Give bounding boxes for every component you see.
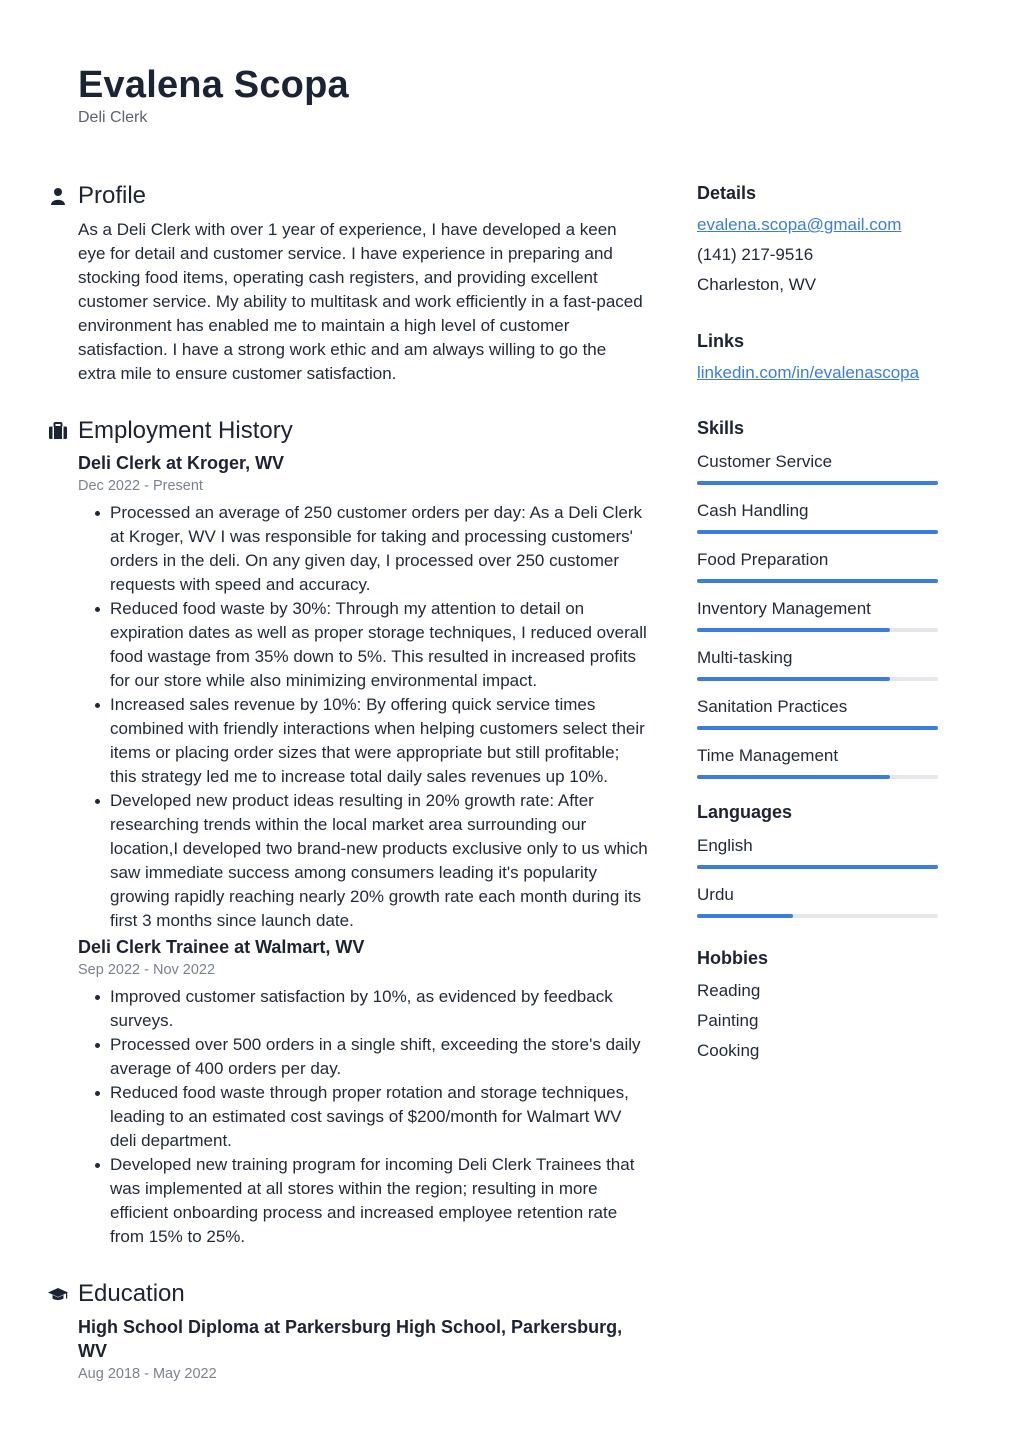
- languages-section: [697, 799, 942, 918]
- language-bar: [697, 914, 938, 918]
- skill-bar-fill: [697, 481, 938, 485]
- graduation-cap-icon: [48, 1285, 68, 1303]
- skill-bar-fill: [697, 726, 938, 730]
- email-link[interactable]: evalena.scopa@gmail.com: [697, 215, 902, 234]
- skill-bar-fill: [697, 579, 938, 583]
- candidate-title: Deli Clerk: [78, 109, 148, 126]
- job-bullet: Developed new product ideas resulting in 20% growth rate: After researching trends within the local market area surrounding our location,I developed two brand-new products exclusive only to us which saw immediate success among consumers leading it's popularity growing rapidly reaching nearly 20% growth rate each month during its first 3 months since launch date.: [110, 789, 648, 933]
- skill-bar: [697, 726, 938, 730]
- job-bullet: Reduced food waste by 30%: Through my attention to detail on expiration dates as well as proper storage techniques, I reduced overall food wastage from 35% down to 5%. This resulted in increased profits for our store while also minimizing environmental impact.: [110, 597, 648, 693]
- job-title: Deli Clerk at Kroger, WV: [78, 453, 285, 473]
- sidebar-column: [697, 180, 942, 1066]
- skills-heading: Skills: [697, 418, 745, 438]
- skill-item: [697, 646, 942, 681]
- job-bullet: Reduced food waste through proper rotation and storage techniques, leading to an estimated cost savings of $200/month for Walmart WV deli department.: [110, 1081, 648, 1153]
- skill-bar-fill: [697, 530, 938, 534]
- main-column: [48, 180, 648, 1389]
- skill-bar-fill: [697, 775, 890, 779]
- job-bullet: Increased sales revenue by 10%: By offering quick service times combined with friendly interactions when helping customers select their items or placing order sizes that were appropriate but still profitable; this strategy led me to increase total daily sales revenues up 10%.: [110, 693, 648, 789]
- language-bar: [697, 865, 938, 869]
- skill-label: Food Preparation: [697, 550, 829, 569]
- profile-heading-label: Profile: [78, 182, 147, 209]
- education-heading-label: Education: [78, 1280, 185, 1307]
- language-bar-fill: [697, 914, 793, 918]
- person-icon: [48, 187, 68, 205]
- job-bullet: Improved customer satisfaction by 10%, as evidenced by feedback surveys.: [110, 985, 648, 1033]
- language-item: [697, 834, 942, 869]
- briefcase-icon: [48, 422, 68, 440]
- skill-bar: [697, 579, 938, 583]
- hobbies-heading: Hobbies: [697, 948, 769, 968]
- skill-bar: [697, 775, 938, 779]
- language-bar-fill: [697, 865, 938, 869]
- job-bullet: Processed an average of 250 customer orders per day: As a Deli Clerk at Kroger, WV I was responsible for taking and processing customers' orders in the deli. On any given day, I processed over 250 customer requests with speed and accuracy.: [110, 501, 648, 597]
- profile-heading: [48, 180, 648, 212]
- skill-bar: [697, 530, 938, 534]
- skill-item: [697, 597, 942, 632]
- candidate-name: Evalena Scopa: [78, 64, 349, 106]
- skill-label: Customer Service: [697, 452, 833, 471]
- skills-section: [697, 415, 942, 779]
- skill-item: [697, 450, 942, 485]
- education-heading: [48, 1278, 648, 1310]
- skill-item: [697, 744, 942, 779]
- skill-label: Cash Handling: [697, 501, 809, 520]
- skill-label: Time Management: [697, 746, 839, 765]
- resume-header: [78, 62, 349, 128]
- details-section: [697, 180, 942, 300]
- employment-heading-label: Employment History: [78, 417, 293, 444]
- skill-item: [697, 548, 942, 583]
- job-entry: [48, 451, 648, 933]
- location: Charleston, WV: [697, 275, 817, 294]
- employment-section: [48, 415, 648, 1249]
- links-heading: Links: [697, 331, 745, 351]
- hobby-item: Cooking: [697, 1041, 760, 1060]
- profile-section: [48, 180, 648, 386]
- skill-label: Sanitation Practices: [697, 697, 848, 716]
- language-item: [697, 883, 942, 918]
- job-title: Deli Clerk Trainee at Walmart, WV: [78, 937, 365, 957]
- job-bullets: [110, 501, 648, 933]
- skill-bar: [697, 481, 938, 485]
- hobbies-section: [697, 945, 942, 1066]
- links-section: [697, 328, 942, 388]
- skill-item: [697, 695, 942, 730]
- languages-heading: Languages: [697, 802, 793, 822]
- skill-item: [697, 499, 942, 534]
- skill-bar-fill: [697, 628, 890, 632]
- skill-bar: [697, 628, 938, 632]
- education-section: [48, 1278, 648, 1385]
- hobby-item: Reading: [697, 981, 761, 1000]
- skill-bar: [697, 677, 938, 681]
- language-label: Urdu: [697, 885, 734, 904]
- hobby-item: Painting: [697, 1011, 759, 1030]
- details-heading: Details: [697, 183, 757, 203]
- linkedin-link[interactable]: linkedin.com/in/evalenascopa: [697, 363, 920, 382]
- education-entry: [48, 1315, 648, 1385]
- language-label: English: [697, 836, 753, 855]
- job-dates: Sep 2022 - Nov 2022: [78, 962, 216, 978]
- job-bullet: Processed over 500 orders in a single shift, exceeding the store's daily average of 400 orders per day.: [110, 1033, 648, 1081]
- job-bullets: [110, 985, 648, 1249]
- education-title: High School Diploma at Parkersburg High School, Parkersburg, WV: [78, 1317, 623, 1361]
- profile-text: As a Deli Clerk with over 1 year of experience, I have developed a keen eye for detail and customer service. I have experience in preparing and stocking food items, operating cash registers, and providing excellent customer service. My ability to multitask and work efficiently in a fast-paced environment has enabled me to maintain a high level of customer satisfaction. I have a strong work ethic and am always willing to go the extra mile to ensure customer satisfaction.: [78, 220, 643, 383]
- skill-label: Inventory Management: [697, 599, 871, 618]
- education-dates: Aug 2018 - May 2022: [78, 1366, 217, 1382]
- job-bullet: Developed new training program for incoming Deli Clerk Trainees that was implemented at all stores within the region; resulting in more efficient onboarding process and increased employee retention rate from 15% to 25%.: [110, 1153, 648, 1249]
- job-dates: Dec 2022 - Present: [78, 478, 203, 494]
- skill-label: Multi-tasking: [697, 648, 793, 667]
- employment-heading: [48, 415, 648, 447]
- phone-number: (141) 217-9516: [697, 245, 814, 264]
- job-entry: [48, 935, 648, 1249]
- skill-bar-fill: [697, 677, 890, 681]
